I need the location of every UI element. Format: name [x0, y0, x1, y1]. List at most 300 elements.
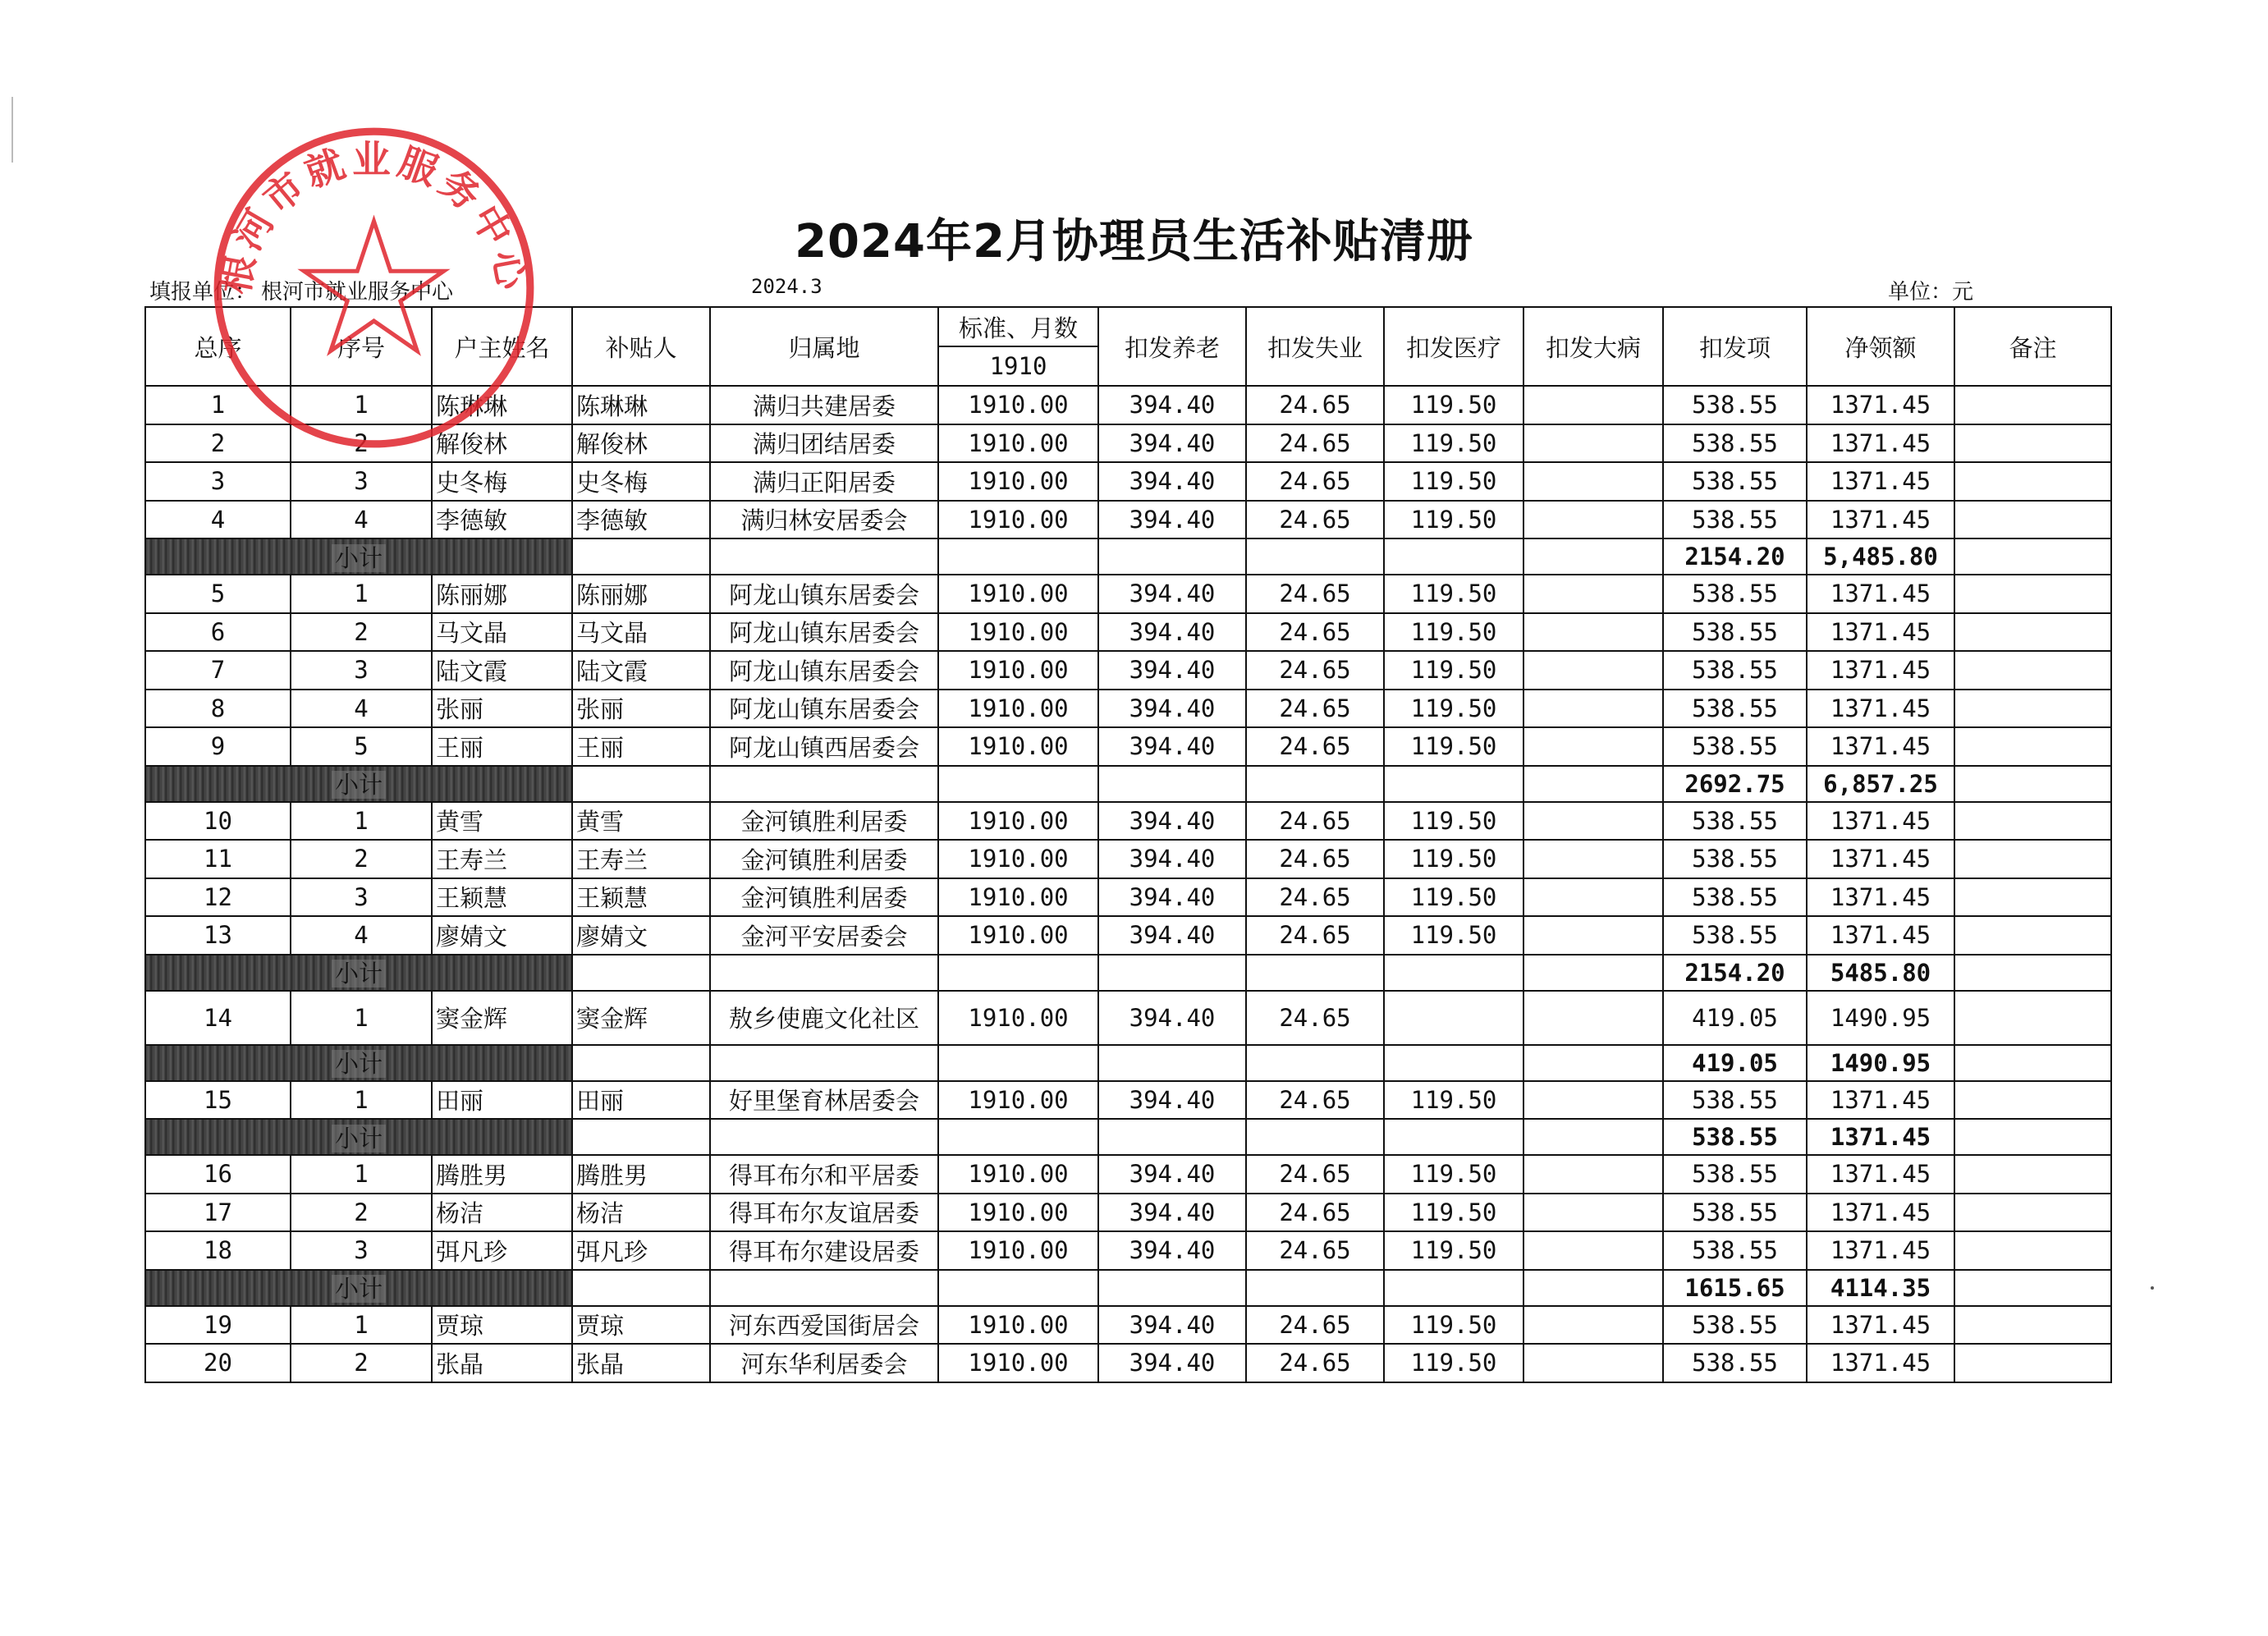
subtotal-empty-cell [1246, 1119, 1384, 1155]
cell-total-no: 16 [145, 1155, 291, 1194]
cell-unemployment: 24.65 [1246, 424, 1384, 463]
table-row [145, 651, 2111, 690]
cell-remarks [1954, 916, 2111, 955]
cell-unemployment: 24.65 [1246, 575, 1384, 613]
header-deductions: 扣发项 [1663, 307, 1807, 386]
cell-total-no: 17 [145, 1194, 291, 1232]
table-row [145, 613, 2111, 652]
cell-pension: 394.40 [1098, 690, 1246, 728]
header-householder: 户主姓名 [432, 307, 572, 386]
cell-seq: 3 [291, 1231, 432, 1270]
cell-deductions: 538.55 [1663, 1344, 1807, 1382]
cell-pension: 394.40 [1098, 878, 1246, 917]
cell-remarks [1954, 1194, 2111, 1232]
cell-seq: 1 [291, 386, 432, 424]
cell-pension: 394.40 [1098, 916, 1246, 955]
subtotal-empty-cell [710, 538, 938, 575]
subtotal-empty-cell [710, 1045, 938, 1081]
subtotal-empty-cell [710, 766, 938, 802]
cell-standard: 1910.00 [938, 386, 1098, 424]
subtotal-empty-cell [1246, 1045, 1384, 1081]
cell-unemployment: 24.65 [1246, 651, 1384, 690]
subtotal-empty-cell [1523, 766, 1663, 802]
subtotal-remarks [1954, 1119, 2111, 1155]
subtotal-empty-cell [572, 538, 710, 575]
cell-medical: 119.50 [1384, 651, 1523, 690]
cell-total-no: 7 [145, 651, 291, 690]
cell-recipient: 腾胜男 [572, 1155, 710, 1194]
page-title: 2024年2月协理员生活补贴清册 [795, 215, 1473, 268]
subtotal-remarks [1954, 955, 2111, 991]
cell-total-no: 13 [145, 916, 291, 955]
subtotal-net: 5,485.80 [1807, 538, 1954, 575]
subtotal-deductions: 2154.20 [1663, 538, 1807, 575]
cell-recipient: 王丽 [572, 727, 710, 766]
subtotal-empty-cell [938, 1270, 1098, 1306]
cell-deductions: 538.55 [1663, 613, 1807, 652]
cell-pension: 394.40 [1098, 386, 1246, 424]
cell-standard: 1910.00 [938, 1231, 1098, 1270]
cell-total-no: 20 [145, 1344, 291, 1382]
cell-deductions: 538.55 [1663, 575, 1807, 613]
cell-unemployment: 24.65 [1246, 1306, 1384, 1345]
header-standard-amount: 1910 [938, 346, 1098, 386]
cell-householder: 陆文霞 [432, 651, 572, 690]
cell-householder: 陈琳琳 [432, 386, 572, 424]
cell-pension: 394.40 [1098, 462, 1246, 501]
cell-pension: 394.40 [1098, 1344, 1246, 1382]
cell-unemployment: 24.65 [1246, 916, 1384, 955]
cell-location: 得耳布尔和平居委 [710, 1155, 938, 1194]
cell-recipient: 弭凡珍 [572, 1231, 710, 1270]
cell-seq: 1 [291, 1155, 432, 1194]
cell-major-illness [1523, 802, 1663, 841]
cell-pension: 394.40 [1098, 840, 1246, 878]
cell-location: 满归共建居委 [710, 386, 938, 424]
subtotal-empty-cell [572, 766, 710, 802]
cell-medical: 119.50 [1384, 727, 1523, 766]
cell-location: 阿龙山镇西居委会 [710, 727, 938, 766]
cell-pension: 394.40 [1098, 613, 1246, 652]
cell-unemployment: 24.65 [1246, 690, 1384, 728]
cell-standard: 1910.00 [938, 1081, 1098, 1120]
table-row [145, 802, 2111, 841]
subtotal-deductions: 1615.65 [1663, 1270, 1807, 1306]
cell-total-no: 2 [145, 424, 291, 463]
cell-unemployment: 24.65 [1246, 613, 1384, 652]
table-row [145, 501, 2111, 539]
subtotal-empty-cell [1098, 1270, 1246, 1306]
subtotal-empty-cell [1523, 1119, 1663, 1155]
cell-medical: 119.50 [1384, 386, 1523, 424]
subtotal-label [145, 1119, 572, 1155]
cell-recipient: 贾琼 [572, 1306, 710, 1345]
cell-remarks [1954, 613, 2111, 652]
cell-medical: 119.50 [1384, 1306, 1523, 1345]
cell-unemployment: 24.65 [1246, 840, 1384, 878]
subtotal-remarks [1954, 1270, 2111, 1306]
cell-net: 1371.45 [1807, 1231, 1954, 1270]
cell-recipient: 廖婧文 [572, 916, 710, 955]
cell-householder: 王丽 [432, 727, 572, 766]
cell-deductions: 538.55 [1663, 802, 1807, 841]
cell-recipient: 陈丽娜 [572, 575, 710, 613]
subtotal-label-text: 小计 [332, 1050, 386, 1078]
subtotal-net: 6,857.25 [1807, 766, 1954, 802]
header-seq: 序号 [291, 307, 432, 386]
header-total-no: 总序 [145, 307, 291, 386]
cell-total-no: 3 [145, 462, 291, 501]
header-major-illness: 扣发大病 [1523, 307, 1663, 386]
subtotal-empty-cell [1246, 1270, 1384, 1306]
cell-pension: 394.40 [1098, 501, 1246, 539]
cell-major-illness [1523, 991, 1663, 1045]
subtotal-empty-cell [938, 538, 1098, 575]
cell-householder: 杨洁 [432, 1194, 572, 1232]
cell-remarks [1954, 462, 2111, 501]
cell-total-no: 12 [145, 878, 291, 917]
cell-pension: 394.40 [1098, 1194, 1246, 1232]
subtotal-empty-cell [1098, 1045, 1246, 1081]
cell-seq: 1 [291, 991, 432, 1045]
cell-standard: 1910.00 [938, 424, 1098, 463]
cell-deductions: 538.55 [1663, 878, 1807, 917]
cell-householder: 李德敏 [432, 501, 572, 539]
cell-standard: 1910.00 [938, 1155, 1098, 1194]
cell-major-illness [1523, 651, 1663, 690]
cell-deductions: 538.55 [1663, 462, 1807, 501]
subtotal-empty-cell [1523, 1045, 1663, 1081]
cell-householder: 解俊林 [432, 424, 572, 463]
cell-pension: 394.40 [1098, 575, 1246, 613]
cell-deductions: 538.55 [1663, 916, 1807, 955]
subtotal-empty-cell [1384, 1119, 1523, 1155]
report-date: 2024.3 [751, 275, 822, 298]
cell-medical: 119.50 [1384, 878, 1523, 917]
cell-net: 1371.45 [1807, 727, 1954, 766]
subtotal-empty-cell [938, 766, 1098, 802]
cell-remarks [1954, 1155, 2111, 1194]
table-row [145, 727, 2111, 766]
cell-major-illness [1523, 1306, 1663, 1345]
cell-seq: 2 [291, 1194, 432, 1232]
cell-seq: 4 [291, 690, 432, 728]
header-unemployment: 扣发失业 [1246, 307, 1384, 386]
cell-total-no: 9 [145, 727, 291, 766]
cell-net: 1371.45 [1807, 878, 1954, 917]
cell-medical: 119.50 [1384, 424, 1523, 463]
subtotal-empty-cell [1384, 766, 1523, 802]
subtotal-deductions: 538.55 [1663, 1119, 1807, 1155]
cell-recipient: 张丽 [572, 690, 710, 728]
cell-major-illness [1523, 1194, 1663, 1232]
cell-major-illness [1523, 1344, 1663, 1382]
cell-location: 金河镇胜利居委 [710, 802, 938, 841]
table-row [145, 690, 2111, 728]
cell-pension: 394.40 [1098, 651, 1246, 690]
subtotal-net: 4114.35 [1807, 1270, 1954, 1306]
subtotal-label-text: 小计 [332, 1275, 386, 1303]
header-pension: 扣发养老 [1098, 307, 1246, 386]
cell-net: 1371.45 [1807, 690, 1954, 728]
cell-standard: 1910.00 [938, 1194, 1098, 1232]
cell-remarks [1954, 651, 2111, 690]
cell-deductions: 538.55 [1663, 690, 1807, 728]
cell-net: 1371.45 [1807, 1194, 1954, 1232]
subtotal-deductions: 2692.75 [1663, 766, 1807, 802]
cell-seq: 4 [291, 501, 432, 539]
cell-householder: 黄雪 [432, 802, 572, 841]
subtotal-empty-cell [710, 955, 938, 991]
cell-householder: 贾琼 [432, 1306, 572, 1345]
cell-major-illness [1523, 727, 1663, 766]
cell-total-no: 14 [145, 991, 291, 1045]
cell-householder: 王寿兰 [432, 840, 572, 878]
cell-remarks [1954, 991, 2111, 1045]
cell-householder: 弭凡珍 [432, 1231, 572, 1270]
cell-net: 1371.45 [1807, 1155, 1954, 1194]
cell-unemployment: 24.65 [1246, 802, 1384, 841]
cell-remarks [1954, 802, 2111, 841]
cell-medical: 119.50 [1384, 1155, 1523, 1194]
subtotal-net: 5485.80 [1807, 955, 1954, 991]
subtotal-row [145, 538, 2111, 575]
cell-total-no: 5 [145, 575, 291, 613]
svg-text:根河市就业服务中心: 根河市就业服务中心 [213, 137, 535, 298]
table-row [145, 878, 2111, 917]
scan-speck [2151, 1286, 2154, 1290]
cell-recipient: 李德敏 [572, 501, 710, 539]
cell-pension: 394.40 [1098, 1306, 1246, 1345]
cell-standard: 1910.00 [938, 1344, 1098, 1382]
cell-remarks [1954, 1306, 2111, 1345]
cell-remarks [1954, 575, 2111, 613]
filing-unit-name: 根河市就业服务中心 [261, 280, 454, 305]
subtotal-label [145, 766, 572, 802]
subtotal-empty-cell [1384, 955, 1523, 991]
subtotal-empty-cell [1523, 955, 1663, 991]
cell-medical: 119.50 [1384, 1194, 1523, 1232]
cell-deductions: 538.55 [1663, 501, 1807, 539]
cell-deductions: 538.55 [1663, 1231, 1807, 1270]
cell-seq: 2 [291, 613, 432, 652]
cell-location: 阿龙山镇东居委会 [710, 651, 938, 690]
subtotal-empty-cell [1384, 1045, 1523, 1081]
cell-total-no: 10 [145, 802, 291, 841]
cell-total-no: 4 [145, 501, 291, 539]
cell-seq: 3 [291, 462, 432, 501]
cell-deductions: 538.55 [1663, 651, 1807, 690]
cell-location: 金河镇胜利居委 [710, 840, 938, 878]
subtotal-empty-cell [1098, 1119, 1246, 1155]
subtotal-empty-cell [1246, 538, 1384, 575]
cell-unemployment: 24.65 [1246, 878, 1384, 917]
cell-deductions: 538.55 [1663, 727, 1807, 766]
cell-total-no: 1 [145, 386, 291, 424]
cell-deductions: 538.55 [1663, 1306, 1807, 1345]
cell-unemployment: 24.65 [1246, 1194, 1384, 1232]
cell-seq: 1 [291, 802, 432, 841]
cell-deductions: 538.55 [1663, 1155, 1807, 1194]
subtotal-deductions: 419.05 [1663, 1045, 1807, 1081]
cell-deductions: 419.05 [1663, 991, 1807, 1045]
cell-total-no: 15 [145, 1081, 291, 1120]
cell-net: 1371.45 [1807, 386, 1954, 424]
subtotal-empty-cell [938, 1119, 1098, 1155]
cell-medical: 119.50 [1384, 1081, 1523, 1120]
cell-major-illness [1523, 501, 1663, 539]
cell-unemployment: 24.65 [1246, 727, 1384, 766]
subtotal-empty-cell [1523, 1270, 1663, 1306]
subtotal-empty-cell [1384, 538, 1523, 575]
cell-unemployment: 24.65 [1246, 1081, 1384, 1120]
table-row [145, 386, 2111, 424]
cell-recipient: 张晶 [572, 1344, 710, 1382]
cell-seq: 3 [291, 878, 432, 917]
cell-householder: 史冬梅 [432, 462, 572, 501]
cell-recipient: 王寿兰 [572, 840, 710, 878]
cell-net: 1371.45 [1807, 575, 1954, 613]
cell-standard: 1910.00 [938, 651, 1098, 690]
table-row [145, 462, 2111, 501]
cell-seq: 4 [291, 916, 432, 955]
cell-total-no: 19 [145, 1306, 291, 1345]
currency-unit-label: 单位： [1888, 280, 1953, 305]
cell-standard: 1910.00 [938, 840, 1098, 878]
cell-remarks [1954, 690, 2111, 728]
cell-net: 1371.45 [1807, 1344, 1954, 1382]
cell-major-illness [1523, 613, 1663, 652]
cell-householder: 腾胜男 [432, 1155, 572, 1194]
subtotal-row [145, 1270, 2111, 1306]
cell-medical: 119.50 [1384, 613, 1523, 652]
subtotal-empty-cell [710, 1270, 938, 1306]
subtotal-row [145, 1119, 2111, 1155]
cell-householder: 窦金辉 [432, 991, 572, 1045]
ledger-body [145, 386, 2111, 1382]
cell-location: 得耳布尔建设居委 [710, 1231, 938, 1270]
cell-net: 1371.45 [1807, 1081, 1954, 1120]
cell-standard: 1910.00 [938, 575, 1098, 613]
cell-recipient: 解俊林 [572, 424, 710, 463]
cell-major-illness [1523, 840, 1663, 878]
cell-net: 1371.45 [1807, 424, 1954, 463]
cell-pension: 394.40 [1098, 802, 1246, 841]
cell-medical: 119.50 [1384, 690, 1523, 728]
cell-location: 金河镇胜利居委 [710, 878, 938, 917]
cell-remarks [1954, 1231, 2111, 1270]
cell-major-illness [1523, 386, 1663, 424]
scan-margin-mark [11, 97, 13, 163]
table-row [145, 1306, 2111, 1345]
cell-net: 1371.45 [1807, 613, 1954, 652]
cell-location: 阿龙山镇东居委会 [710, 690, 938, 728]
cell-unemployment: 24.65 [1246, 501, 1384, 539]
cell-seq: 2 [291, 840, 432, 878]
cell-net: 1371.45 [1807, 1306, 1954, 1345]
cell-standard: 1910.00 [938, 991, 1098, 1045]
cell-major-illness [1523, 690, 1663, 728]
cell-major-illness [1523, 462, 1663, 501]
subtotal-net: 1490.95 [1807, 1045, 1954, 1081]
cell-major-illness [1523, 1155, 1663, 1194]
cell-location: 得耳布尔友谊居委 [710, 1194, 938, 1232]
subtotal-empty-cell [572, 1270, 710, 1306]
cell-net: 1371.45 [1807, 501, 1954, 539]
cell-medical: 119.50 [1384, 1344, 1523, 1382]
subtotal-empty-cell [572, 955, 710, 991]
cell-recipient: 黄雪 [572, 802, 710, 841]
cell-location: 满归正阳居委 [710, 462, 938, 501]
cell-location: 河东西爱国街居会 [710, 1306, 938, 1345]
subtotal-empty-cell [1098, 766, 1246, 802]
header-medical: 扣发医疗 [1384, 307, 1523, 386]
cell-location: 阿龙山镇东居委会 [710, 575, 938, 613]
subtotal-remarks [1954, 766, 2111, 802]
subtotal-label-text: 小计 [332, 960, 386, 988]
table-row [145, 1231, 2111, 1270]
header-net: 净领额 [1807, 307, 1954, 386]
cell-major-illness [1523, 878, 1663, 917]
cell-householder: 廖婧文 [432, 916, 572, 955]
cell-pension: 394.40 [1098, 727, 1246, 766]
cell-location: 河东华利居委会 [710, 1344, 938, 1382]
cell-unemployment: 24.65 [1246, 1344, 1384, 1382]
subtotal-remarks [1954, 1045, 2111, 1081]
subtotal-empty-cell [938, 1045, 1098, 1081]
subsidy-ledger-table [144, 306, 2112, 1383]
cell-seq: 2 [291, 1344, 432, 1382]
cell-major-illness [1523, 1231, 1663, 1270]
cell-remarks [1954, 424, 2111, 463]
cell-recipient: 陆文霞 [572, 651, 710, 690]
subtotal-empty-cell [1384, 1270, 1523, 1306]
cell-unemployment: 24.65 [1246, 991, 1384, 1045]
cell-standard: 1910.00 [938, 727, 1098, 766]
header-recipient: 补贴人 [572, 307, 710, 386]
cell-net: 1490.95 [1807, 991, 1954, 1045]
cell-recipient: 窦金辉 [572, 991, 710, 1045]
cell-recipient: 杨洁 [572, 1194, 710, 1232]
header-remarks: 备注 [1954, 307, 2111, 386]
cell-major-illness [1523, 575, 1663, 613]
cell-location: 满归林安居委会 [710, 501, 938, 539]
cell-remarks [1954, 386, 2111, 424]
header-location: 归属地 [710, 307, 938, 386]
subtotal-label [145, 955, 572, 991]
cell-remarks [1954, 878, 2111, 917]
cell-standard: 1910.00 [938, 690, 1098, 728]
table-row [145, 840, 2111, 878]
cell-total-no: 8 [145, 690, 291, 728]
cell-medical: 119.50 [1384, 840, 1523, 878]
cell-medical: 119.50 [1384, 575, 1523, 613]
cell-pension: 394.40 [1098, 1155, 1246, 1194]
cell-standard: 1910.00 [938, 1306, 1098, 1345]
subtotal-empty-cell [572, 1119, 710, 1155]
table-row [145, 1344, 2111, 1382]
subtotal-label-text: 小计 [332, 1125, 386, 1153]
cell-deductions: 538.55 [1663, 840, 1807, 878]
cell-medical: 119.50 [1384, 802, 1523, 841]
cell-location: 阿龙山镇东居委会 [710, 613, 938, 652]
cell-net: 1371.45 [1807, 802, 1954, 841]
cell-remarks [1954, 1081, 2111, 1120]
filing-unit-label: 填报单位： [149, 280, 257, 305]
subtotal-empty-cell [938, 955, 1098, 991]
table-row [145, 916, 2111, 955]
subtotal-empty-cell [1523, 538, 1663, 575]
